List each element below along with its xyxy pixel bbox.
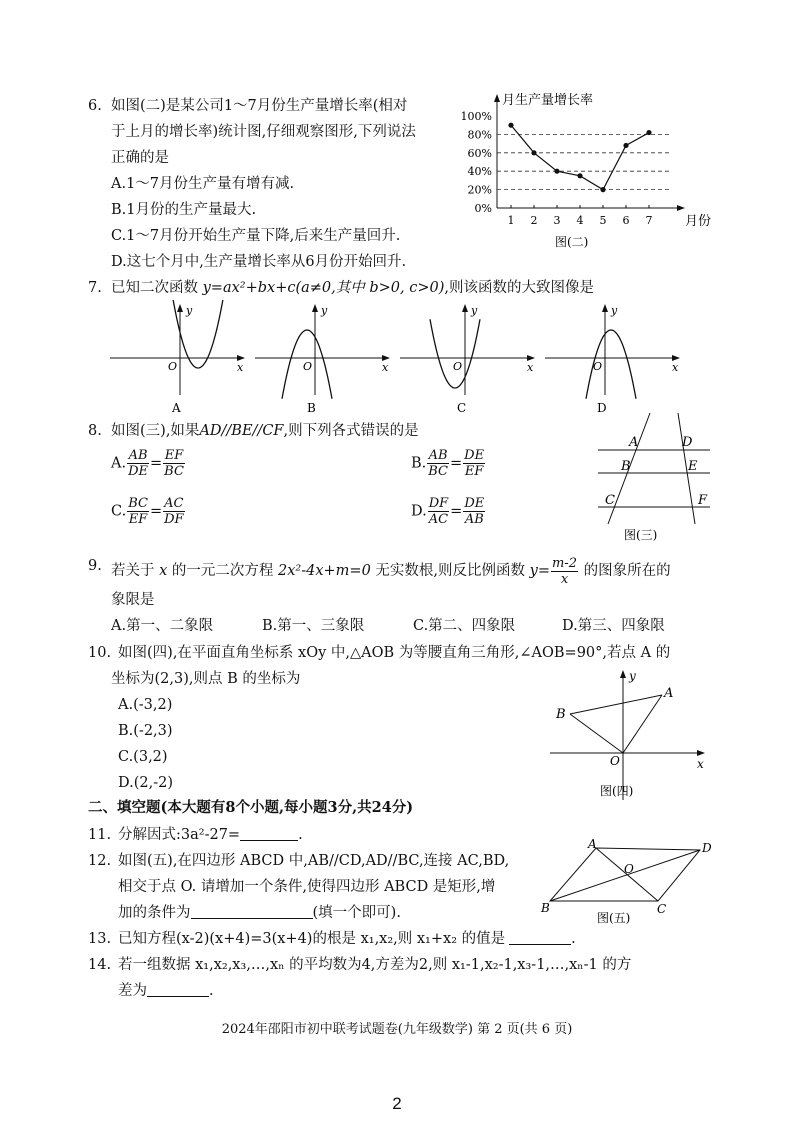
q8-c-d2: DF [164,512,184,527]
q9-text3: 无实数根,则反比例函数 [375,563,526,579]
q7-number: 7. [88,280,102,296]
q12-line3b: (填一个即可). [312,905,401,921]
y-axis-arrow [620,670,626,678]
q12-line3a: 加的条件为 [118,905,191,921]
q7-cond: (a≠0,其中 b>0, c>0) [295,280,445,296]
q8-b-n2: DE [464,448,485,463]
q9-text4: 的图象所在的 [583,563,671,579]
q9-func-lhs: y= [529,563,550,579]
q13-number: 13. [88,931,112,947]
chart-xlabel: 月份 [685,214,712,229]
label-d: D [702,841,712,855]
chart-point [600,187,605,192]
q7-formula: y=ax²+bx+c [202,280,296,296]
label-d: D [682,435,693,450]
q9-option-a: A.第一、二象限 [111,618,214,634]
q14-number: 14. [88,957,112,973]
chart-x-axis-arrow [677,205,685,211]
q8-c-frac2 [163,496,184,527]
label-a: A [629,435,639,450]
label-a: A [664,686,674,701]
q7-option-label: A [172,401,181,415]
q10-line1: 如图(四),在平面直角坐标系 xOy 中,△AOB 为等腰直角三角形,∠AOB=90°,若点 A 的 [118,645,671,661]
q8-number: 8. [88,423,102,439]
q6-line3: 正确的是 [111,150,169,166]
q7-parabola [430,319,480,388]
label-c: C [657,902,667,916]
q14-line2b: . [209,983,214,999]
q7-graph-A [110,300,245,415]
page-number: 2 [392,1094,402,1113]
segment-ab [570,695,662,714]
q8-option-d [411,496,486,527]
figure-5-parallelogram [538,838,718,928]
q8-b-n1: AB [428,448,448,463]
chart-y-axis-arrow [494,94,500,102]
q6-option-d: D.这七个月中,生产量增长率从6月份开始回升. [111,254,407,270]
q6-line2: 于上月的增长率)统计图,仔细观察图形,下列说法 [111,124,416,140]
q11-body: 分解因式:3a²-27= [118,827,241,843]
q6-option-b: B.1月份的生产量最大. [111,202,257,218]
q8-c-d1: EF [128,512,148,527]
figure-3-caption: 图(三) [624,528,658,542]
chart-point [554,169,559,174]
chart-xtick-label: 4 [576,214,584,227]
chart-ytick-label: 0% [474,202,492,215]
q9-var: x [159,563,168,579]
q8-d-eq: = [450,503,463,520]
q13-answer-blank[interactable] [509,930,571,945]
label-b: B [621,459,631,474]
q9-line2: 象限是 [111,592,155,608]
q8-d-frac1 [428,496,449,527]
q11-answer-blank[interactable] [240,826,298,841]
chart-ytick-label: 100% [460,110,492,123]
q8-a-eq: = [150,455,163,472]
q8-d-n1: DF [428,496,449,511]
q8-d-frac2 [463,496,485,527]
q14-answer-blank[interactable] [147,982,209,997]
q14-line2a: 差为 [118,983,147,999]
chart-series-line [511,125,649,189]
label-o: O [610,754,620,768]
q8-b-frac2 [463,448,485,479]
segment-ob [570,714,623,753]
x-axis-arrow [697,750,705,756]
chart-point [577,173,582,178]
q9-func-frac [551,556,578,587]
q9-option-c: C.第二、四象限 [413,618,516,634]
q10-line2: 坐标为(2,3),则点 B 的坐标为 [111,671,301,687]
page-footer: 2024年邵阳市初中联考试题卷(九年级数学) 第 2 页(共 6 页) [221,1022,573,1037]
q8-d-d1: AC [428,512,449,527]
q8-b-eq: = [450,455,463,472]
q9-text2: 的一元二次方程 [171,563,274,579]
growth-rate-chart [455,88,730,253]
q8-a-n2: EF [164,448,184,463]
q10-option-d: D.(2,-2) [118,775,173,791]
q7-y-arrow [177,304,183,312]
figure-3-parallel-lines [592,408,717,546]
q7-origin-label: O [453,360,463,373]
q8-cond: AD//BE//CF [199,423,284,439]
q10-option-b: B.(-2,3) [118,723,173,739]
q8-b-label: B. [411,455,427,472]
q9-func-den: x [560,572,569,587]
chart-xtick-label: 1 [507,214,515,227]
label-y: y [629,669,636,683]
q9-text1: 若关于 [111,563,155,579]
q9-option-b: B.第一、三象限 [262,618,365,634]
q7-y-arrow [602,304,608,312]
q8-c-n2: AC [164,496,184,511]
q8-a-frac2 [163,448,185,479]
q8-d-n2: DE [464,496,485,511]
q12-line3 [118,903,401,923]
label-x: x [697,757,704,771]
label-c: C [605,493,615,508]
q8-a-d2: BC [164,464,184,479]
q13-end: . [571,931,576,947]
q7-prefix: 已知二次函数 [111,280,198,296]
q7-option-label: B [307,401,316,415]
q7-x-label: x [237,361,244,374]
chart-xtick-label: 7 [645,214,653,227]
q7-origin-label: O [593,360,603,373]
q7-x-label: x [672,361,679,374]
q11-end: . [298,827,303,843]
label-o: O [624,862,634,876]
q7-y-label: y [611,304,618,317]
chart-ytick-label: 60% [467,146,492,160]
chart-xtick-label: 3 [553,214,561,227]
q6-option-c: C.1～7月份开始生产量下降,后来生产量回升. [111,228,401,244]
q12-answer-blank[interactable] [191,904,313,919]
figure-4-caption: 图(四) [600,784,634,798]
segment-oa [623,695,662,753]
q6-number: 6. [88,98,102,114]
q13-body: 已知方程(x-2)(x+4)=3(x+4)的根是 x₁,x₂,则 x₁+x₂ 的值是 [118,931,506,947]
q8-text [111,421,419,441]
q8-option-c [111,496,186,527]
q12-line2: 相交于点 O. 请增加一个条件,使得四边形 ABCD 是矩形,增 [118,879,496,895]
chart-ytick-label: 20% [467,183,492,197]
q14-line1: 若一组数据 x₁,x₂,x₃,…,xₙ 的平均数为4,方差为2,则 x₁-1,x₂-1,x₃-1,…,xₙ-1 的方 [118,957,632,973]
q11-number: 11. [88,827,112,843]
q7-y-label: y [471,304,478,317]
q7-suffix: ,则该函数的大致图像是 [444,280,595,296]
chart-xtick-label: 6 [622,214,630,227]
q7-text [111,278,594,298]
q12-line1: 如图(五),在四边形 ABCD 中,AB//CD,AD//BC,连接 AC,BD, [118,853,510,869]
chart-xtick-label: 2 [530,214,538,227]
q8-prefix: 如图(三),如果 [111,423,200,439]
q8-a-frac1 [127,448,149,479]
section-2-title: 二、填空题(本大题有8个小题,每小题3分,共24分) [88,799,414,816]
q8-a-n1: AB [128,448,148,463]
q7-graph-D [545,304,680,415]
label-b: B [556,707,566,722]
label-e: E [688,459,698,474]
q7-origin-label: O [303,360,313,373]
q7-option-label: D [597,401,607,415]
q9-text [111,556,671,587]
q8-c-n1: BC [128,496,148,511]
q7-x-label: x [527,361,534,374]
q8-suffix: ,则下列各式错误的是 [283,423,419,439]
q8-c-frac1 [127,496,149,527]
q14-line2 [118,981,214,1001]
q8-option-b [411,448,486,479]
q9-func-num: m-2 [551,556,577,571]
label-b: B [541,901,550,915]
chart-point [531,150,536,155]
chart-caption: 图(二) [555,235,589,249]
q7-x-label: x [382,361,389,374]
chart-ytick-label: 80% [467,128,492,142]
q7-parabola [586,330,636,399]
chart-point [646,130,651,135]
chart-ytick-label: 40% [467,165,492,179]
q7-option-label: C [457,401,467,415]
q6-option-a: A.1～7月份生产量有增有减. [111,176,295,192]
chart-title: 月生产量增长率 [502,93,594,108]
q8-a-d1: DE [128,464,149,479]
q8-c-eq: = [149,503,163,520]
label-f: F [698,493,708,508]
label-a: A [588,838,597,851]
q7-origin-label: O [168,360,178,373]
q8-a-label: A. [111,455,127,472]
chart-xtick-label: 5 [599,214,607,227]
q7-graph-B [255,304,390,415]
chart-point [508,123,513,128]
q10-option-a: A.(-3,2) [118,697,173,713]
q10-option-c: C.(3,2) [118,749,168,765]
q8-d-d2: AB [464,512,484,527]
q7-y-label: y [186,304,193,317]
q8-option-a [111,448,186,479]
q7-y-arrow [462,304,468,312]
q10-number: 10. [88,645,112,661]
q11-text [118,825,303,845]
q8-b-d1: BC [428,464,449,479]
q8-b-frac1 [427,448,449,479]
q12-number: 12. [88,853,112,869]
chart-point [623,143,628,148]
q13-text [118,929,576,949]
figure-4-coordinate-triangle [545,665,715,805]
q9-number: 9. [88,558,102,574]
q7-y-label: y [321,304,328,317]
q9-equation: 2x²-4x+m=0 [278,563,371,579]
q6-line1: 如图(二)是某公司1～7月份生产量增长率(相对 [111,98,408,114]
q7-graph-C [400,304,535,415]
q8-b-d2: EF [464,464,484,479]
q8-c-label: C. [111,503,127,520]
q8-d-label: D. [411,503,427,520]
q7-y-arrow [312,304,318,312]
figure-5-caption: 图(五) [597,911,631,925]
q9-option-d: D.第三、四象限 [562,618,665,634]
q7-parabola-graphs [100,300,720,418]
